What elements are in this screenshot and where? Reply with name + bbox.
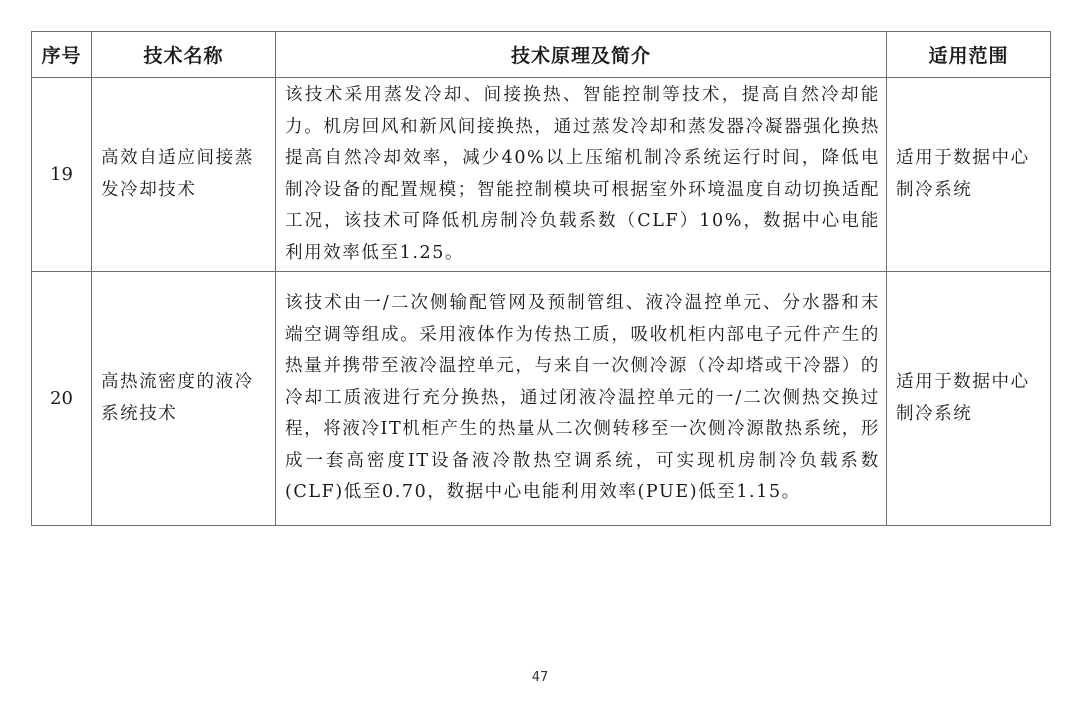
header-no: 序号	[32, 32, 92, 78]
row-number: 20	[32, 272, 92, 526]
row-number: 19	[32, 78, 92, 272]
technology-table	[31, 31, 1051, 526]
technology-name: 高效自适应间接蒸发冷却技术	[92, 78, 276, 272]
table-header-row	[32, 32, 1051, 78]
technology-name: 高热流密度的液冷系统技术	[92, 272, 276, 526]
header-scope: 适用范围	[887, 32, 1051, 78]
header-name: 技术名称	[92, 32, 276, 78]
table-row	[32, 78, 1051, 272]
application-scope: 适用于数据中心制冷系统	[887, 272, 1051, 526]
table-row	[32, 272, 1051, 526]
page-number: 47	[531, 670, 549, 685]
header-description: 技术原理及简介	[276, 32, 887, 78]
technology-description: 该技术采用蒸发冷却、间接换热、智能控制等技术，提高自然冷却能力。机房回风和新风间接换热，通过蒸发冷却和蒸发器冷凝器强化换热提高自然冷却效率，减少40%以上压缩机制冷系统运行时间，降低电制冷设备的配置规模；智能控制模块可根据室外环境温度自动切换适配工况，该技术可降低机房制冷负载系数（CLF）10%，数据中心电能利用效率低至1.25。	[276, 78, 887, 272]
technology-description: 该技术由一/二次侧输配管网及预制管组、液冷温控单元、分水器和末端空调等组成。采用液体作为传热工质，吸收机柜内部电子元件产生的热量并携带至液冷温控单元，与来自一次侧冷源（冷却塔或干冷器）的冷却工质液进行充分换热，通过闭液冷温控单元的一/二次侧热交换过程，将液冷IT机柜产生的热量从二次侧转移至一次侧冷源散热系统，形成一套高密度IT设备液冷散热空调系统，可实现机房制冷负载系数(CLF)低至0.70，数据中心电能利用效率(PUE)低至1.15。	[276, 272, 887, 526]
application-scope: 适用于数据中心制冷系统	[887, 78, 1051, 272]
